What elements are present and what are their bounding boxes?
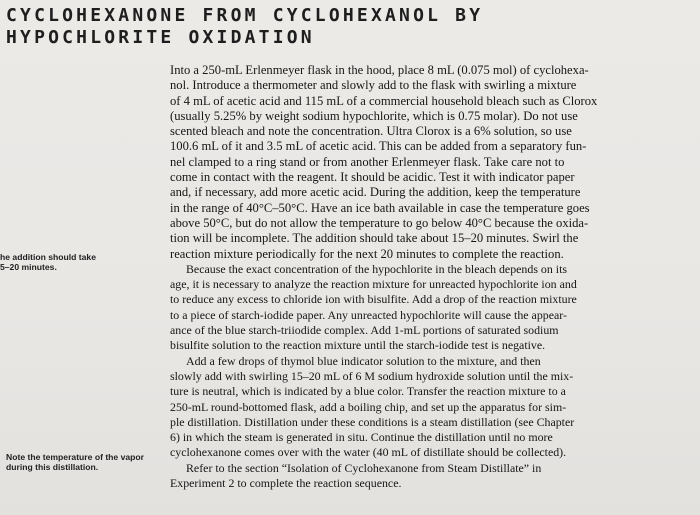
text-line: reaction mixture periodically for the next 20 minutes to complete the reaction. (170, 246, 564, 261)
title-line-1: CYCLOHEXANONE FROM CYCLOHEXANOL BY (6, 5, 484, 26)
text-line: nol. Introduce a thermometer and slowly add to the flask with swirling a mixture (170, 78, 577, 93)
margin-note-line: 5–20 minutes. (0, 262, 57, 272)
text-line: come in contact with the reagent. It should be acidic. Test it with indicator paper (170, 170, 575, 185)
text-line: 6) in which the steam is generated in situ. Continue the distillation until no more (170, 430, 553, 445)
text-line: scented bleach and note the concentration. Ultra Clorox is a 6% solution, so use (170, 124, 572, 139)
text-line: in the range of 40°C–50°C. Have an ice bath available in case the temperature goes (170, 200, 590, 215)
text-line: to a piece of starch-iodide paper. Any unreacted hypochlorite will cause the appear- (170, 307, 567, 322)
margin-note-temperature (6, 452, 144, 472)
text-line: (usually 5.25% by weight sodium hypochlorite, which is 0.75 molar). Do not use (170, 108, 578, 123)
margin-note-addition (0, 252, 96, 272)
text-line: bisulfite solution to the reaction mixture until the starch-iodide test is negative. (170, 338, 546, 353)
text-line: 100.6 mL of it and 3.5 mL of acetic acid. This can be added from a separatory fun- (170, 139, 587, 154)
text-line: nel clamped to a ring stand or from another Erlenmeyer flask. Take care not to (170, 154, 565, 169)
text-line: ture is neutral, which is indicated by a blue color. Transfer the reaction mixture to a (170, 384, 566, 399)
text-line: Refer to the section “Isolation of Cyclohexanone from Steam Distillate” in (186, 460, 542, 475)
text-line: ance of the blue starch-triiodide complex. Add 1-mL portions of saturated sodium (170, 323, 559, 338)
margin-note-line: he addition should take (0, 252, 96, 262)
text-line: Experiment 2 to complete the reaction sequence. (170, 476, 402, 491)
text-line: of 4 mL of acetic acid and 115 mL of a commercial household bleach such as Clorox (170, 93, 598, 108)
title-line-2: HYPOCHLORITE OXIDATION (6, 27, 315, 48)
text-line: above 50°C, but do not allow the temperature to go below 40°C because the oxida- (170, 215, 589, 230)
margin-note-line: Note the temperature of the vapor (6, 452, 144, 462)
text-line: 250-mL round-bottomed flask, add a boiling chip, and set up the apparatus for sim- (170, 399, 567, 414)
text-line: and, if necessary, add more acetic acid. During the addition, keep the temperature (170, 185, 581, 200)
text-line: tion will be incomplete. The addition should take about 15–20 minutes. Swirl the (170, 231, 579, 246)
procedure-text (170, 63, 640, 491)
text-line: slowly add with swirling 15–20 mL of 6 M sodium hydroxide solution until the mix- (170, 368, 574, 383)
text-line: age, it is necessary to analyze the reaction mixture for unreacted hypochlorite ion and (170, 277, 577, 292)
text-line: Add a few drops of thymol blue indicator solution to the mixture, and then (186, 353, 541, 368)
text-line: cyclohexanone comes over with the water (40 mL of distillate should be collected). (170, 445, 567, 460)
text-line: Into a 250-mL Erlenmeyer flask in the hood, place 8 mL (0.075 mol) of cyclohexa- (170, 63, 589, 77)
text-line: ple distillation. Distillation under these conditions is a steam distillation (see Chapter (170, 414, 575, 429)
page-title (6, 5, 483, 49)
margin-note-line: during this distillation. (6, 462, 99, 472)
text-line: Because the exact concentration of the hypochlorite in the bleach depends on its (186, 261, 568, 276)
text-line: to reduce any excess to chloride ion with bisulfite. Add a drop of the reaction mixture (170, 292, 577, 307)
